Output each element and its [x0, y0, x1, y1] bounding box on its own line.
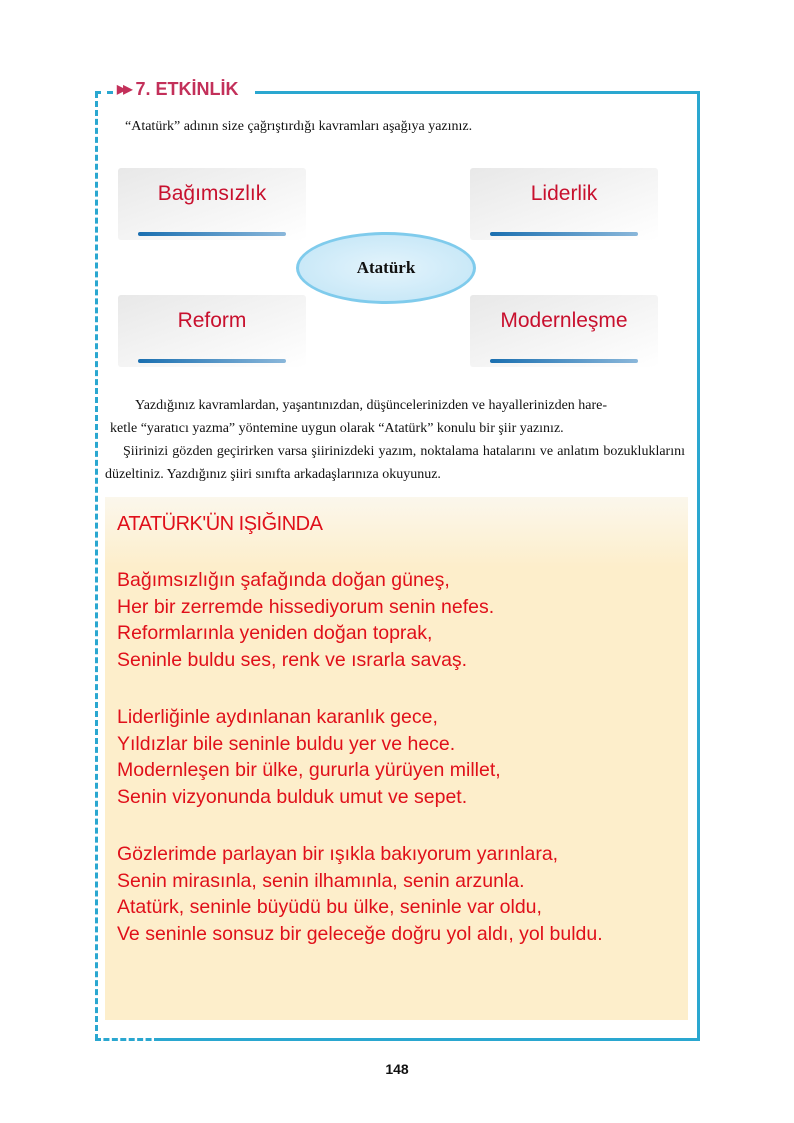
concept-card-4 [470, 295, 658, 367]
activity-title-text: 7. ETKİNLİK [135, 79, 239, 99]
frame-border-bottom-left [95, 1038, 160, 1041]
poem-stanza-3 [117, 841, 603, 947]
frame-border-left [95, 92, 98, 1040]
poem-line: Atatürk, seninle büyüdü bu ülke, seninle var oldu, [117, 896, 542, 918]
poem-line: Her bir zerremde hissediyorum senin nefes. [117, 595, 495, 618]
poem-line: Senin vizyonunda bulduk umut ve sepet. [117, 785, 468, 808]
poem-stanza-2 [117, 704, 501, 810]
frame-border-right [697, 91, 700, 1041]
instruction-line: Yazdığınız kavramlardan, yaşantınızdan, düşüncelerinizden ve hayallerinizden hare- [135, 398, 608, 413]
instruction-line: ketle “yaratıcı yazma” yöntemine uygun olarak “Atatürk” konulu bir şiir yazınız. [110, 421, 564, 436]
frame-border-top [255, 91, 700, 94]
activity-title [117, 79, 240, 100]
double-arrow-icon: ▶▶ [117, 82, 130, 96]
poem-line: Bağımsızlığın şafağında doğan güneş, [117, 569, 450, 591]
concept-label: Modernleşme [500, 309, 628, 332]
concept-underline [490, 232, 638, 236]
concept-map-center: Atatürk [296, 232, 476, 304]
concept-label: Bağımsızlık [157, 182, 267, 205]
poem-line: Gözlerimde parlayan bir ışıkla bakıyorum yarınlara, [117, 843, 559, 865]
concept-card-2 [470, 168, 658, 240]
poem-title: ATATÜRK'ÜN IŞIĞINDA [117, 513, 323, 535]
poem-line: Yıldızlar bile seninle buldu yer ve hece. [117, 732, 456, 755]
concept-card-1 [118, 168, 306, 240]
instruction-paragraph-1 [105, 394, 685, 440]
instruction-paragraph-2: Şiirinizi gözden geçirirken varsa şiirinizdeki yazım, noktalama hatalarını ve anlatım bozukluklarını düzeltiniz. Yazdığınız şiiri sınıfta arkadaşlarınıza okuyunuz. [105, 444, 685, 482]
poem-line: Ve seninle sonsuz bir geleceğe doğru yol aldı, yol buldu. [117, 922, 603, 945]
poem-line: Liderliğinle aydınlanan karanlık gece, [117, 706, 438, 728]
poem-line: Reformlarınla yeniden doğan toprak, [117, 622, 433, 644]
concept-underline [490, 359, 638, 363]
poem-line: Seninle buldu ses, renk ve ısrarla savaş. [117, 648, 468, 671]
frame-border-bottom [160, 1038, 700, 1041]
poem-line: Senin mirasınla, senin ilhamınla, senin arzunla. [117, 869, 525, 892]
concept-label: Reform [177, 309, 247, 332]
poem-answer-box[interactable] [105, 497, 688, 1020]
poem-stanza-1 [117, 567, 494, 673]
poem-line: Modernleşen bir ülke, gururla yürüyen millet, [117, 759, 501, 781]
intro-text: “Atatürk” adının size çağrıştırdığı kavramları aşağıya yazınız. [125, 119, 473, 134]
concept-underline [138, 359, 286, 363]
concept-label: Liderlik [530, 182, 598, 205]
concept-card-3 [118, 295, 306, 367]
concept-underline [138, 232, 286, 236]
page-number: 148 [385, 1061, 409, 1077]
